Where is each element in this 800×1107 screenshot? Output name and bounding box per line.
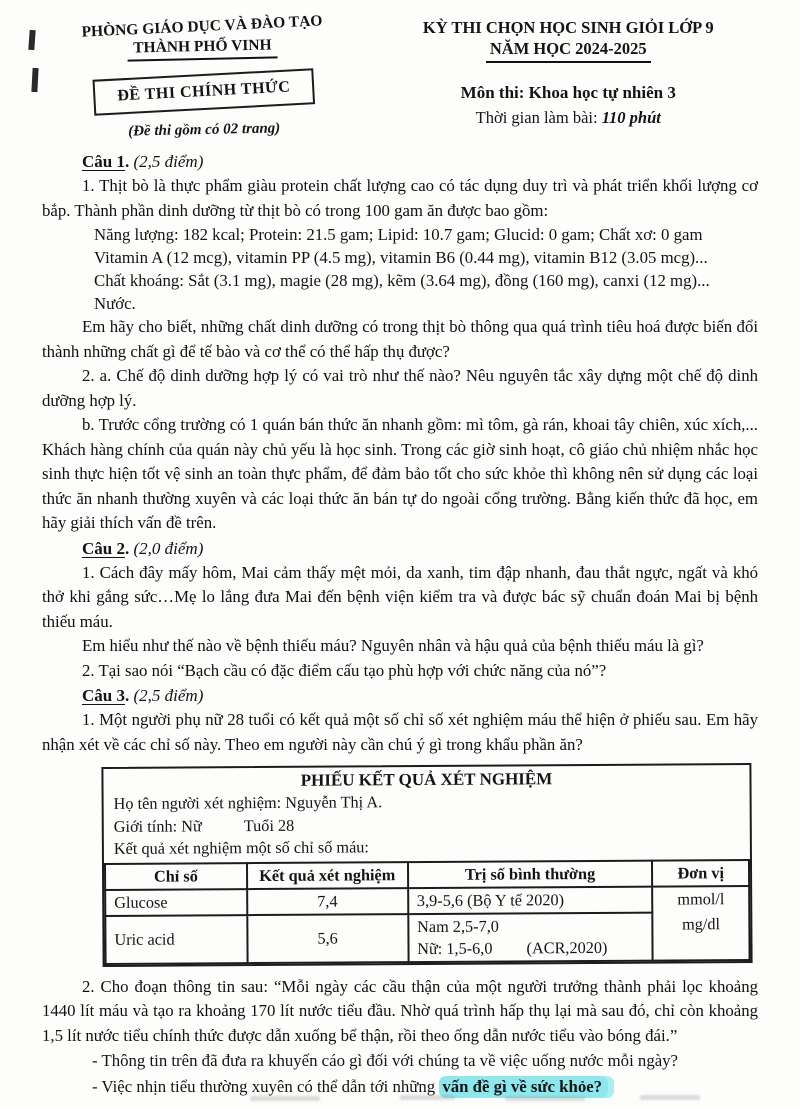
q3-bullet-1: - Thông tin trên đã đưa ra khuyến cáo gì đối với chúng ta về việc uống nước mỗi ngày? — [92, 1051, 678, 1070]
uric-acid-normal-range — [408, 912, 653, 961]
age-value: Tuổi 28 — [243, 815, 295, 835]
q2-part2-question: 2. Tại sao nói “Bạch cầu có đặc điểm cấu tạo phù hợp với chức năng của nó”? — [82, 660, 607, 680]
question-2-dot: . — [124, 538, 134, 558]
document-header — [42, 12, 758, 140]
uric-acid-result: 5,6 — [247, 914, 408, 963]
glucose-unit: mmol/l — [653, 886, 750, 913]
q2-part1-question: Em hiểu như thế nào về bệnh thiếu máu? Nguyên nhân và hậu quả của bệnh thiếu máu là gì? — [82, 636, 704, 655]
glucose-normal-range: 3,9-5,6 (Bộ Y tế 2020) — [408, 886, 653, 913]
q1-part1-question: Em hãy cho biết, những chất dinh dưỡng có trong thịt bò thông qua quá trình tiêu hoá được biến đổi thành những chất gì để tế bào và cơ thể có thể hấp thụ được? — [42, 317, 758, 361]
column-header-chi-so: Chỉ số — [105, 863, 247, 890]
duration-value: 110 phút — [601, 108, 661, 127]
lab-report-subtitle: Kết quả xét nghiệm một số chỉ số máu: — [113, 837, 369, 858]
nutrition-line: Chất khoáng: Sắt (3.1 mg), magie (28 mg), kẽm (3.64 mg), đồng (160 mg), canxi (12 mg)... — [94, 271, 710, 290]
nutrition-line: Năng lượng: 182 kcal; Protein: 21.5 gam; Lipid: 10.7 gam; Glucid: 0 gam; Chất xơ: 0 gam — [94, 225, 703, 244]
official-exam-box: ĐỀ THI CHÍNH THỨC — [92, 68, 315, 116]
subject-line: Môn thi: Khoa học tự nhiên 3 — [460, 83, 676, 102]
question-3-dot: . — [124, 686, 134, 705]
uric-acid-name: Uric acid — [105, 915, 247, 964]
glucose-name: Glucose — [105, 889, 247, 916]
question-1-label: Câu 1 — [82, 152, 125, 171]
nutrition-line: Vitamin A (12 mcg), vitamin PP (4.5 mg), vitamin B6 (0.44 mg), vitamin B12 (3.05 mcg)... — [94, 248, 708, 267]
q1-intro-paragraph: 1. Thịt bò là thực phẩm giàu protein chất lượng cao có tác dụng duy trì và phát triển khối lượng cơ bắp. Thành phần dinh dưỡng từ thịt bò có trong 100 gam ăn được bao gồm: — [42, 176, 758, 220]
scan-smudge — [640, 1095, 700, 1100]
lab-report-name-line: Họ tên người xét nghiệm: Nguyễn Thị A. — [113, 792, 383, 813]
question-1-points: (2,5 điểm) — [133, 152, 204, 171]
q1-part2b-paragraph: b. Trước cổng trường có 1 quán bán thức ăn nhanh gồm: mì tôm, gà rán, khoai tây chiên, xúc xích,... Khách hàng chính của quán này chủ yếu là học sinh. Trong các giờ sinh hoạt, cô giáo chủ nhiệm nhắc học sinh thực hiện tốt vệ sinh an toàn thực phẩm, để đảm bảo tốt cho sức khỏe thì không nên sử dụng các loại thức ăn nhanh thường xuyên và các loại thức ăn bán tự do ngoài cổng trường. Bằng kiến thức đã học, em hãy giải thích vấn đề trên. — [42, 415, 758, 532]
q1-part2a-paragraph: 2. a. Chế độ dinh dưỡng hợp lý có vai trò như thế nào? Nêu nguyên tắc xây dựng một chế độ dinh dưỡng hợp lý. — [42, 366, 758, 410]
question-3-points: (2,5 điểm) — [133, 686, 204, 705]
uric-normal-source: (ACR,2020) — [526, 937, 608, 957]
duration-label: Thời gian làm bài: — [475, 108, 602, 127]
q3-part1-paragraph: 1. Một người phụ nữ 28 tuổi có kết quả một số chỉ số xét nghiệm máu thể hiện ở phiếu sau. Em hãy nhận xét về các chỉ số này. Theo em người này cần chú ý gì trong khẩu phần ăn? — [42, 710, 758, 754]
table-header-row — [105, 860, 749, 890]
nutrition-line: Nước. — [94, 294, 136, 313]
scan-artifact — [31, 68, 38, 92]
city-line: THÀNH PHỐ VINH — [127, 36, 278, 61]
gender-value: Giới tính: Nữ — [113, 815, 202, 836]
q2-part1-paragraph: 1. Cách đây mấy hôm, Mai cảm thấy mệt mỏi, da xanh, tim đập nhanh, đau thắt ngực, ngất và khó thở khi gắng sức…Mẹ lo lắng đưa Mai đến bệnh viện kiểm tra và được bác sỹ chuẩn đoán Mai bị bệnh thiếu máu. — [42, 562, 758, 631]
lab-report-box — [101, 763, 752, 966]
question-3-heading — [42, 683, 758, 708]
question-1-dot: . — [124, 152, 134, 171]
question-3-label: Câu 3 — [82, 686, 125, 705]
question-2-points: (2,0 điểm) — [133, 538, 204, 558]
table-row-uric-acid — [105, 912, 749, 964]
glucose-result: 7,4 — [247, 888, 408, 915]
scan-artifact — [28, 30, 35, 50]
duration-line — [379, 108, 758, 128]
highlighted-text: vấn đề gì về sức khỏe? — [439, 1076, 608, 1098]
uric-normal-male: Nam 2,5-7,0 — [416, 916, 499, 936]
lab-report-title: PHIẾU KẾT QUẢ XÉT NGHIỆM — [300, 769, 553, 790]
uric-normal-female-line — [417, 936, 644, 959]
q3-bullet-2-text: - Việc nhịn tiểu thường xuyên có thể dẫn tới những — [92, 1077, 440, 1096]
school-year: NĂM HỌC 2024-2025 — [486, 39, 651, 63]
department-line: PHÒNG GIÁO DỤC VÀ ĐÀO TẠO — [81, 12, 323, 41]
column-header-ket-qua: Kết quả xét nghiệm — [247, 862, 408, 889]
q3-part2-paragraph: 2. Cho đoạn thông tin sau: “Mỗi ngày các cầu thận của một người trưởng thành phải lọc khoảng 1440 lít máu và tạo ra khoảng 170 lít nước tiểu đầu. Nhờ quá trình hấp thụ lại mà sau đó, chỉ còn khoảng 1,5 lít nước tiểu chính thức được dẫn xuống bể thận, rồi theo ống dẫn nước tiểu vào bóng đái.” — [42, 976, 758, 1045]
table-row-glucose — [105, 886, 749, 916]
exam-title: KỲ THI CHỌN HỌC SINH GIỎI LỚP 9 — [422, 18, 714, 37]
question-1-heading — [42, 149, 758, 174]
scan-smudge — [505, 1096, 585, 1101]
scan-smudge — [250, 1096, 320, 1101]
pages-note: (Đề thi gồm có 02 trang) — [127, 120, 281, 140]
lab-results-table — [104, 859, 751, 965]
column-header-don-vi: Đơn vị — [652, 860, 749, 887]
uric-normal-female: Nữ: 1,5-6,0 — [417, 938, 493, 958]
header-left-block — [41, 12, 366, 143]
uric-acid-unit: mg/dl — [653, 912, 750, 961]
column-header-tri-so: Trị số bình thường — [408, 860, 653, 887]
question-2-label: Câu 2 — [82, 538, 125, 558]
header-right-block — [379, 18, 758, 139]
question-2-heading — [42, 536, 758, 561]
scan-smudge — [400, 1095, 455, 1100]
